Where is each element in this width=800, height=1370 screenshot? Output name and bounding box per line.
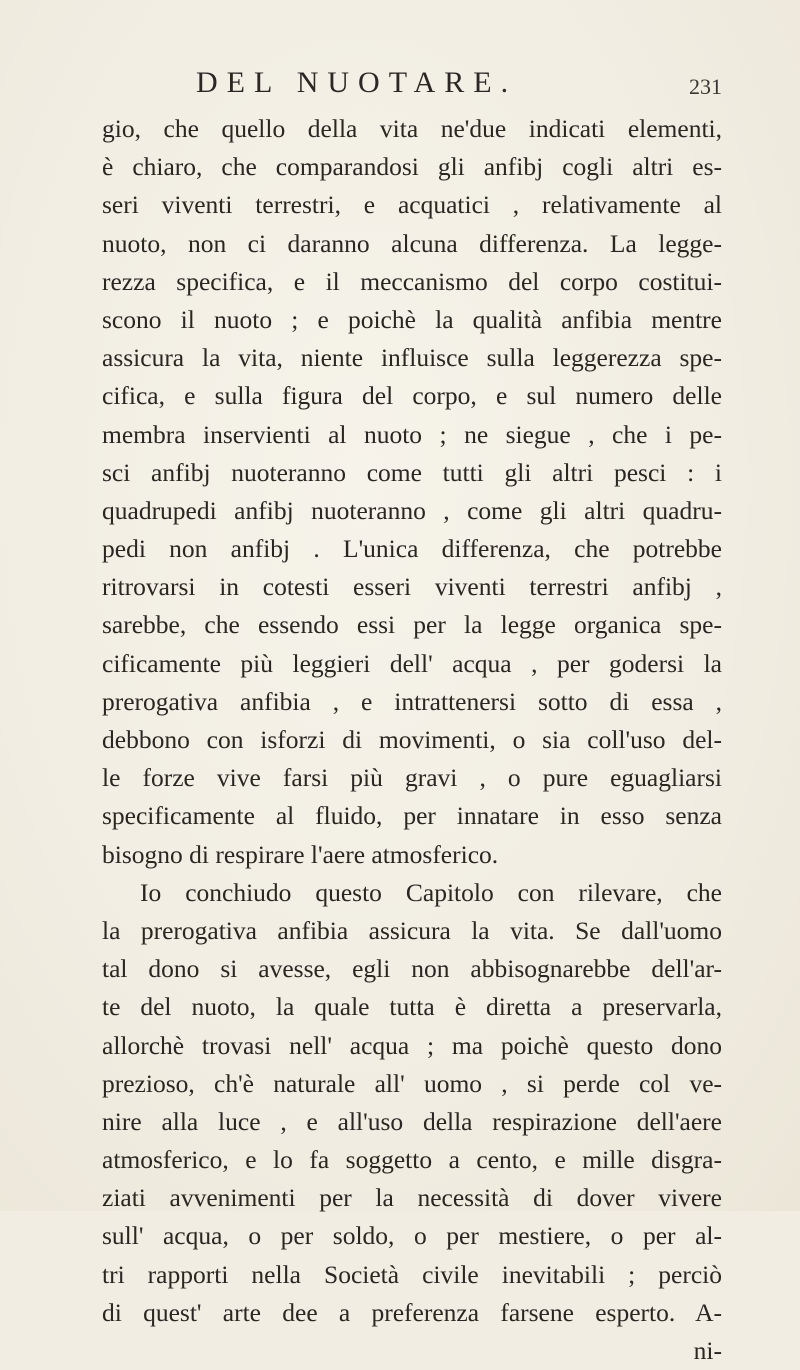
- text-line: specificamente al fluido, per innatare in esso senza: [102, 801, 722, 831]
- text-line: ritrovarsi in cotesti esseri viventi terrestri anfibj ,: [102, 572, 722, 602]
- text-line: ziati avvenimenti per la necessità di dover vivere: [102, 1183, 722, 1213]
- text-line: bisogno di respirare l'aere atmosferico.: [102, 839, 499, 869]
- text-line: prezioso, ch'è naturale all' uomo , si perde col ve-: [102, 1068, 722, 1098]
- text-line: cificamente più leggieri dell' acqua , per godersi la: [102, 648, 722, 678]
- text-line: sull' acqua, o per soldo, o per mestiere, o per al-: [102, 1221, 722, 1251]
- text-line: debbono con isforzi di movimenti, o sia coll'uso del-: [102, 725, 722, 754]
- text-line: prerogativa anfibia , e intrattenersi sotto di essa ,: [102, 686, 722, 716]
- text-line: atmosferico, e lo fa soggetto a cento, e mille disgra-: [102, 1145, 722, 1175]
- text-line: te del nuoto, la quale tutta è diretta a preservarla,: [102, 992, 722, 1022]
- paragraph-start-line: Io conchiudo questo Capitolo con rilevare, che: [140, 877, 722, 907]
- text-line: assicura la vita, niente influisce sulla leggerezza spe-: [102, 343, 722, 373]
- text-line: rezza specifica, e il meccanismo del corpo costitui-: [102, 266, 722, 296]
- text-line: nuoto, non ci daranno alcuna differenza. La legge-: [102, 228, 722, 258]
- text-line: cifica, e sulla figura del corpo, e sul numero delle: [102, 381, 722, 411]
- text-line: allorchè trovasi nell' acqua ; ma poichè questo dono: [102, 1030, 722, 1060]
- text-line: la prerogativa anfibia assicura la vita. Se dall'uomo: [102, 915, 722, 945]
- text-line: scono il nuoto ; e poichè la qualità anfibia mentre: [102, 304, 722, 334]
- page-number: 231: [689, 74, 722, 99]
- text-line: le forze vive farsi più gravi , o pure eguagliarsi: [102, 763, 722, 793]
- catchword: ni-: [693, 1336, 722, 1365]
- text-line: pedi non anfibj . L'unica differenza, che potrebbe: [102, 534, 722, 564]
- text-line: nire alla luce , e all'uso della respirazione dell'aere: [102, 1106, 722, 1136]
- text-line: quadrupedi anfibj nuoteranno , come gli altri quadru-: [102, 495, 722, 525]
- text-line: tal dono si avesse, egli non abbisognarebbe dell'ar-: [102, 954, 722, 984]
- text-line: membra inservienti al nuoto ; ne siegue , che i pe-: [102, 419, 722, 449]
- text-line: sci anfibj nuoteranno come tutti gli altri pesci : i: [102, 457, 722, 487]
- running-head-title: DEL NUOTARE.: [196, 66, 518, 99]
- text-line: è chiaro, che comparandosi gli anfibj cogli altri es-: [102, 152, 722, 182]
- body-text: [102, 110, 722, 1370]
- text-line: di quest' arte dee a preferenza farsene esperto. A-: [102, 1297, 722, 1327]
- text-line: tri rapporti nella Società civile inevitabili ; perciò: [102, 1259, 722, 1289]
- text-line: seri viventi terrestri, e acquatici , relativamente al: [102, 190, 722, 220]
- text-line: gio, che quello della vita ne'due indicati elementi,: [102, 114, 722, 143]
- text-line: sarebbe, che essendo essi per la legge organica spe-: [102, 610, 722, 640]
